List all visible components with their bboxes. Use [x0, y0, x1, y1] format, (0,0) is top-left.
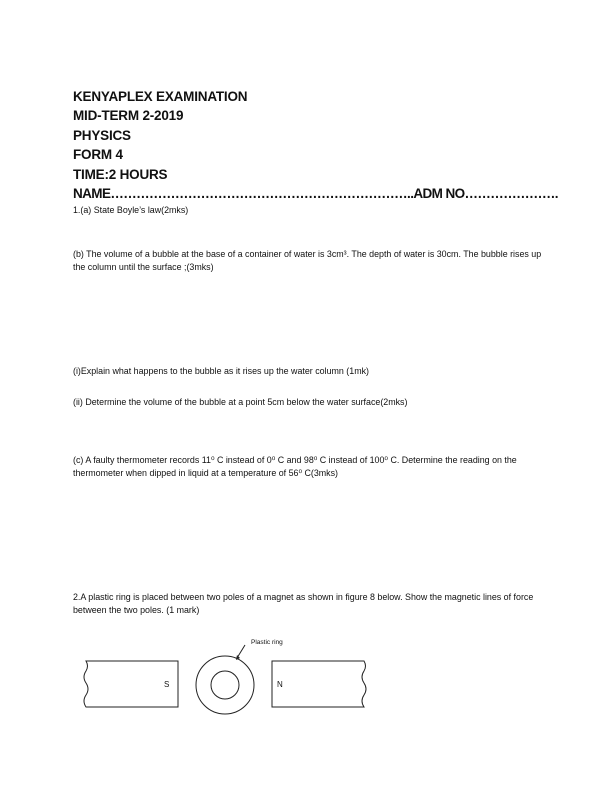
- subject-title: PHYSICS: [73, 128, 131, 143]
- question-1b: (b) The volume of a bubble at the base of a container of water is 3cm³. The depth of water is 30cm. The bubble rises up the column until the surface ;(3mks): [73, 249, 542, 272]
- question-1b-ii: (ii) Determine the volume of the bubble at a point 5cm below the water surface(2mks): [73, 397, 408, 407]
- question-1a: 1.(a) State Boyle’s law(2mks): [73, 205, 189, 215]
- plastic-ring-outer: [196, 656, 254, 714]
- north-pole-label: N: [277, 680, 283, 689]
- term-title: MID-TERM 2-2019: [73, 108, 184, 123]
- south-pole-label: S: [164, 680, 170, 689]
- ring-label: Plastic ring: [251, 639, 283, 646]
- time-title: TIME:2 HOURS: [73, 167, 168, 182]
- form-title: FORM 4: [73, 147, 123, 162]
- school-title: KENYAPLEX EXAMINATION: [73, 89, 248, 104]
- north-magnet: [272, 661, 366, 707]
- question-2: 2.A plastic ring is placed between two poles of a magnet as shown in figure 8 below. Show the magnetic lines of force between the two poles. (1 mark): [73, 592, 534, 615]
- ring-label-pointer: [237, 645, 245, 658]
- question-1c: (c) A faulty thermometer records 11⁰ C instead of 0⁰ C and 98⁰ C instead of 100⁰ C. Determine the reading on the thermometer when dipped in liquid at a temperature of 56⁰ C(3mks): [73, 455, 517, 478]
- question-1b-i: (i)Explain what happens to the bubble as it rises up the water column (1mk): [73, 366, 369, 376]
- plastic-ring-inner: [211, 671, 239, 699]
- name-adm-line: NAME……………………………………………………………..ADM NO………………….: [73, 186, 558, 201]
